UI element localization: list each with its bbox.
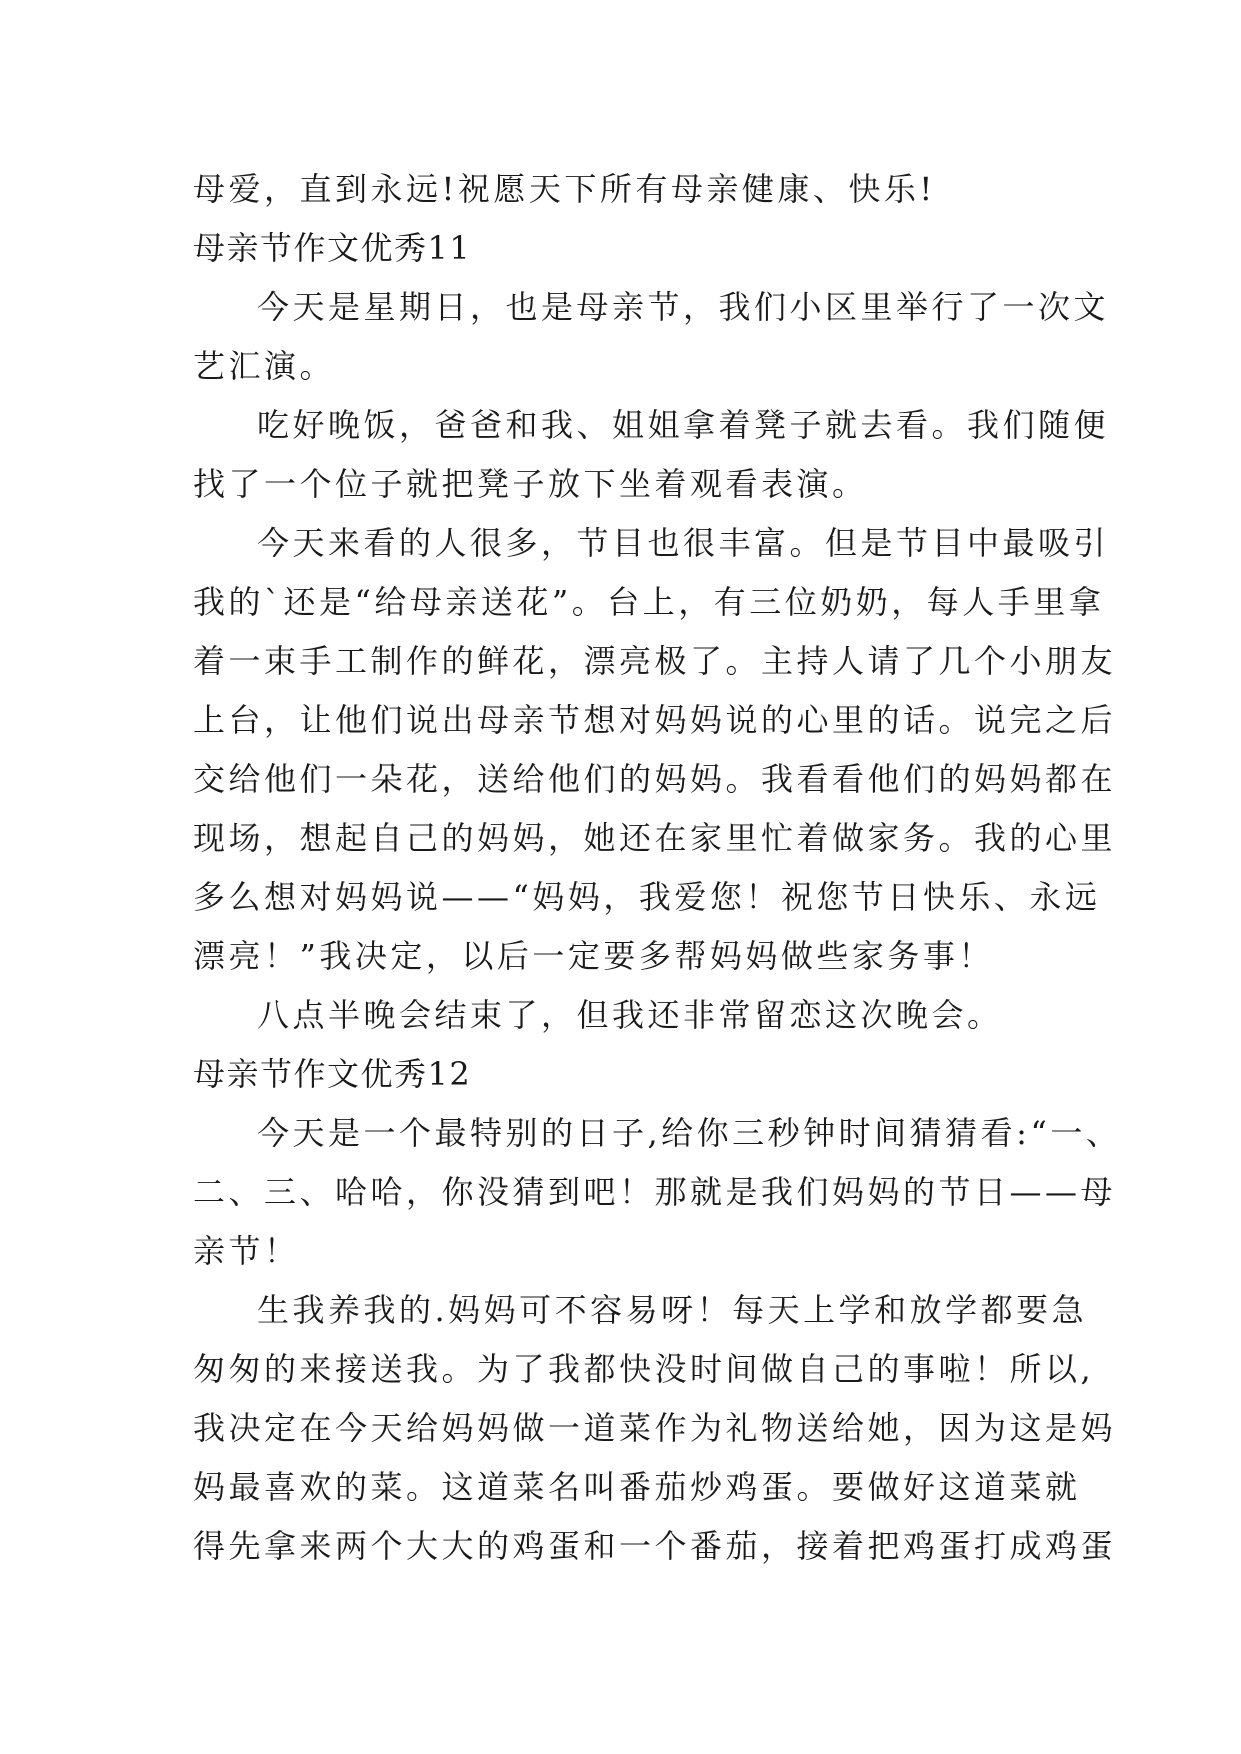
paragraph [193,278,1110,396]
text-line: 母爱，直到永远!祝愿天下所有母亲健康、快乐! [193,170,936,208]
paragraph [193,514,1117,986]
text-line: 艺汇演。 [193,347,336,385]
text-line: 我决定在今天给妈妈做一道菜作为礼物送给她，因为这是妈 [193,1409,1117,1447]
heading-text: 母亲节作文优秀12 [193,1055,472,1093]
text-line: 今天来看的人很多，节目也很丰富。但是节目中最吸引 [257,524,1110,562]
text-line: 今天是星期日，也是母亲节，我们小区里举行了一次文 [257,288,1110,326]
paragraph [193,1104,1122,1281]
text-line: 今天是一个最特别的日子,给你三秒钟时间猜猜看:“一、 [257,1114,1122,1152]
text-line: 生我养我的.妈妈可不容易呀！每天上学和放学都要急 [257,1291,1088,1329]
paragraph [193,986,1073,1045]
text-line: 吃好晚饭，爸爸和我、姐姐拿着凳子就去看。我们随便 [257,406,1110,444]
paragraph [193,1281,1117,1576]
text-line: 上台，让他们说出母亲节想对妈妈说的心里的话。说完之后 [193,701,1117,739]
text-line: 多么想对妈妈说——“妈妈，我爱您！祝您节日快乐、永远 [193,878,1101,916]
text-line: 八点半晚会结束了，但我还非常留恋这次晚会。 [257,996,1003,1034]
section-heading-12 [193,1045,1073,1104]
text-line: 着一束手工制作的鲜花，漂亮极了。主持人请了几个小朋友 [193,642,1117,680]
text-line: 匆匆的来接送我。为了我都快没时间做自己的事啦！所以, [193,1350,1095,1388]
text-line: 亲节！ [193,1232,300,1270]
heading-text: 母亲节作文优秀11 [193,229,472,267]
text-line: 我的`还是“给母亲送花”。台上，有三位奶奶，每人手里拿 [193,583,1105,621]
text-line: 交给他们一朵花，送给他们的妈妈。我看看他们的妈妈都在 [193,760,1117,798]
text-line: 得先拿来两个大大的鸡蛋和一个番茄，接着把鸡蛋打成鸡蛋 [193,1527,1117,1565]
text-line: 二、三、哈哈，你没猜到吧！那就是我们妈妈的节日——母 [193,1173,1117,1211]
text-line: 现场，想起自己的妈妈，她还在家里忙着做家务。我的心里 [193,819,1117,857]
paragraph [193,396,1110,514]
text-line: 找了一个位子就把凳子放下坐着观看表演。 [193,465,868,503]
section-heading-11 [193,219,1073,278]
paragraph-closing [193,160,1073,219]
document-body [193,160,1122,1576]
text-line: 妈最喜欢的菜。这道菜名叫番茄炒鸡蛋。要做好这道菜就 [193,1468,1081,1506]
text-line: 漂亮！”我决定，以后一定要多帮妈妈做些家务事！ [193,937,994,975]
